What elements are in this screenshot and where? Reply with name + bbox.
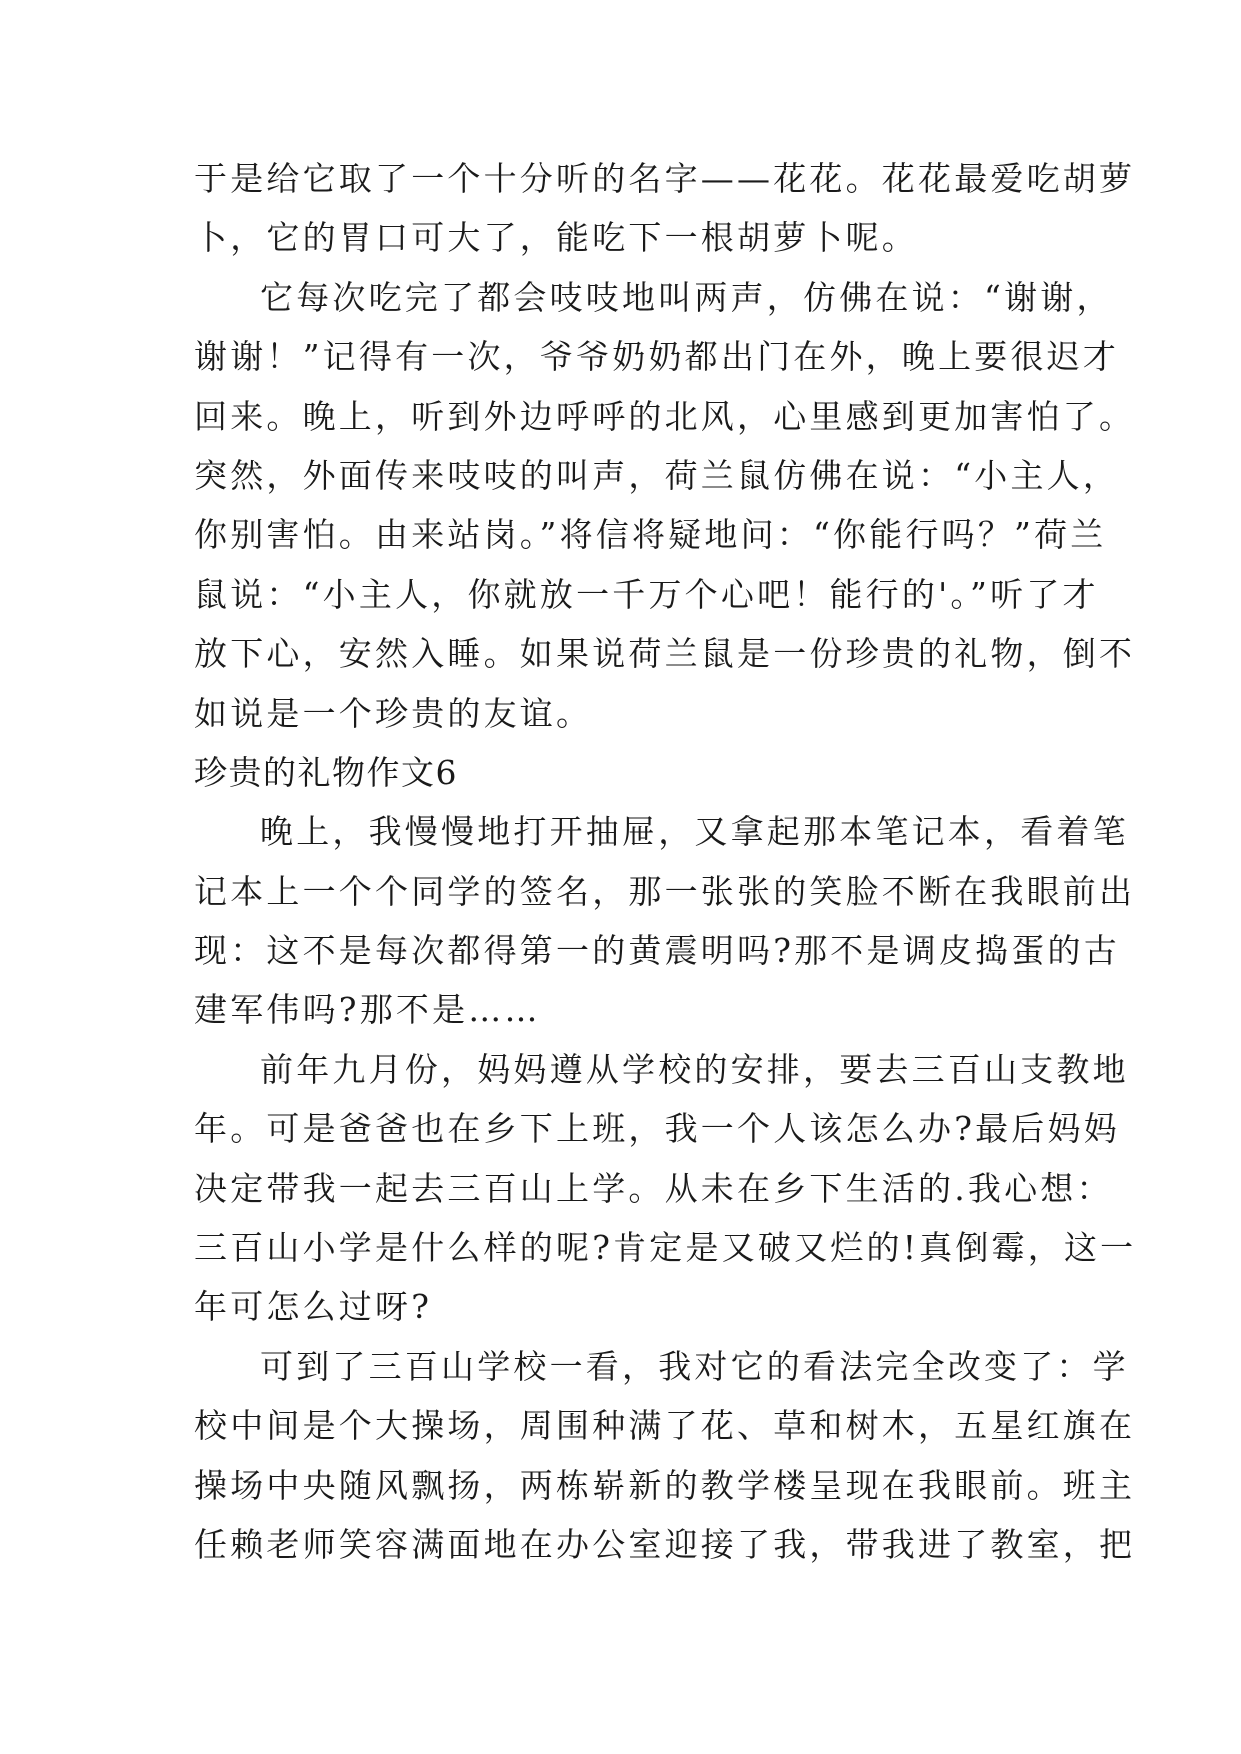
text-line: 谢谢！”记得有一次，爷爷奶奶都出门在外，晚上要很迟才 bbox=[194, 337, 1120, 377]
text-line: 突然，外面传来吱吱的叫声，荷兰鼠仿佛在说：“小主人， bbox=[194, 455, 1120, 495]
text-line: 卜，它的胃口可大了，能吃下一根胡萝卜呢。 bbox=[194, 218, 918, 258]
text-line: 任赖老师笑容满面地在办公室迎接了我，带我进了教室，把 bbox=[194, 1524, 1136, 1564]
text-line: 放下心，安然入睡。如果说荷兰鼠是一份珍贵的礼物，倒不 bbox=[194, 634, 1136, 674]
text-line: 三百山小学是什么样的呢?肯定是又破又烂的!真倒霉，这一 bbox=[194, 1228, 1137, 1268]
text-line: 你别害怕。由来站岗。”将信将疑地问：“你能行吗？”荷兰 bbox=[194, 515, 1107, 555]
section-heading: 珍贵的礼物作文6 bbox=[194, 752, 458, 792]
text-line: 校中间是个大操场，周围种满了花、草和树木，五星红旗在 bbox=[194, 1406, 1136, 1446]
text-line: 年可怎么过呀? bbox=[194, 1287, 433, 1327]
text-line: 建军伟吗?那不是…… bbox=[194, 990, 541, 1030]
document-body bbox=[194, 149, 1137, 1574]
text-line: 于是给它取了一个十分听的名字——花花。花花最爱吃胡萝 bbox=[194, 159, 1136, 198]
text-line: 年。可是爸爸也在乡下上班，我一个人该怎么办?最后妈妈 bbox=[194, 1109, 1120, 1149]
text-line: 回来。晚上，听到外边呼呼的北风，心里感到更加害怕了。 bbox=[194, 396, 1136, 436]
text-line: 鼠说：“小主人，你就放一千万个心吧！能行的'。”听了才 bbox=[194, 574, 1099, 614]
text-line: 记本上一个个同学的签名，那一张张的笑脸不断在我眼前出 bbox=[194, 871, 1136, 911]
paragraph-first-line: 晚上，我慢慢地打开抽屉，又拿起那本笔记本，看着笔 bbox=[260, 812, 1129, 852]
text-line: 如说是一个珍贵的友谊。 bbox=[194, 693, 593, 733]
text-line: 现：这不是每次都得第一的黄震明吗?那不是调皮捣蛋的古 bbox=[194, 931, 1120, 971]
paragraph-first-line: 可到了三百山学校一看，我对它的看法完全改变了：学 bbox=[260, 1346, 1129, 1386]
text-line: 操场中央随风飘扬，两栋崭新的教学楼呈现在我眼前。班主 bbox=[194, 1465, 1136, 1505]
text-line: 决定带我一起去三百山上学。从未在乡下生活的.我心想： bbox=[194, 1168, 1113, 1208]
paragraph-first-line: 前年九月份，妈妈遵从学校的安排，要去三百山支教地 bbox=[260, 1049, 1129, 1089]
paragraph-first-line: 它每次吃完了都会吱吱地叫两声，仿佛在说：“谢谢， bbox=[260, 277, 1113, 317]
